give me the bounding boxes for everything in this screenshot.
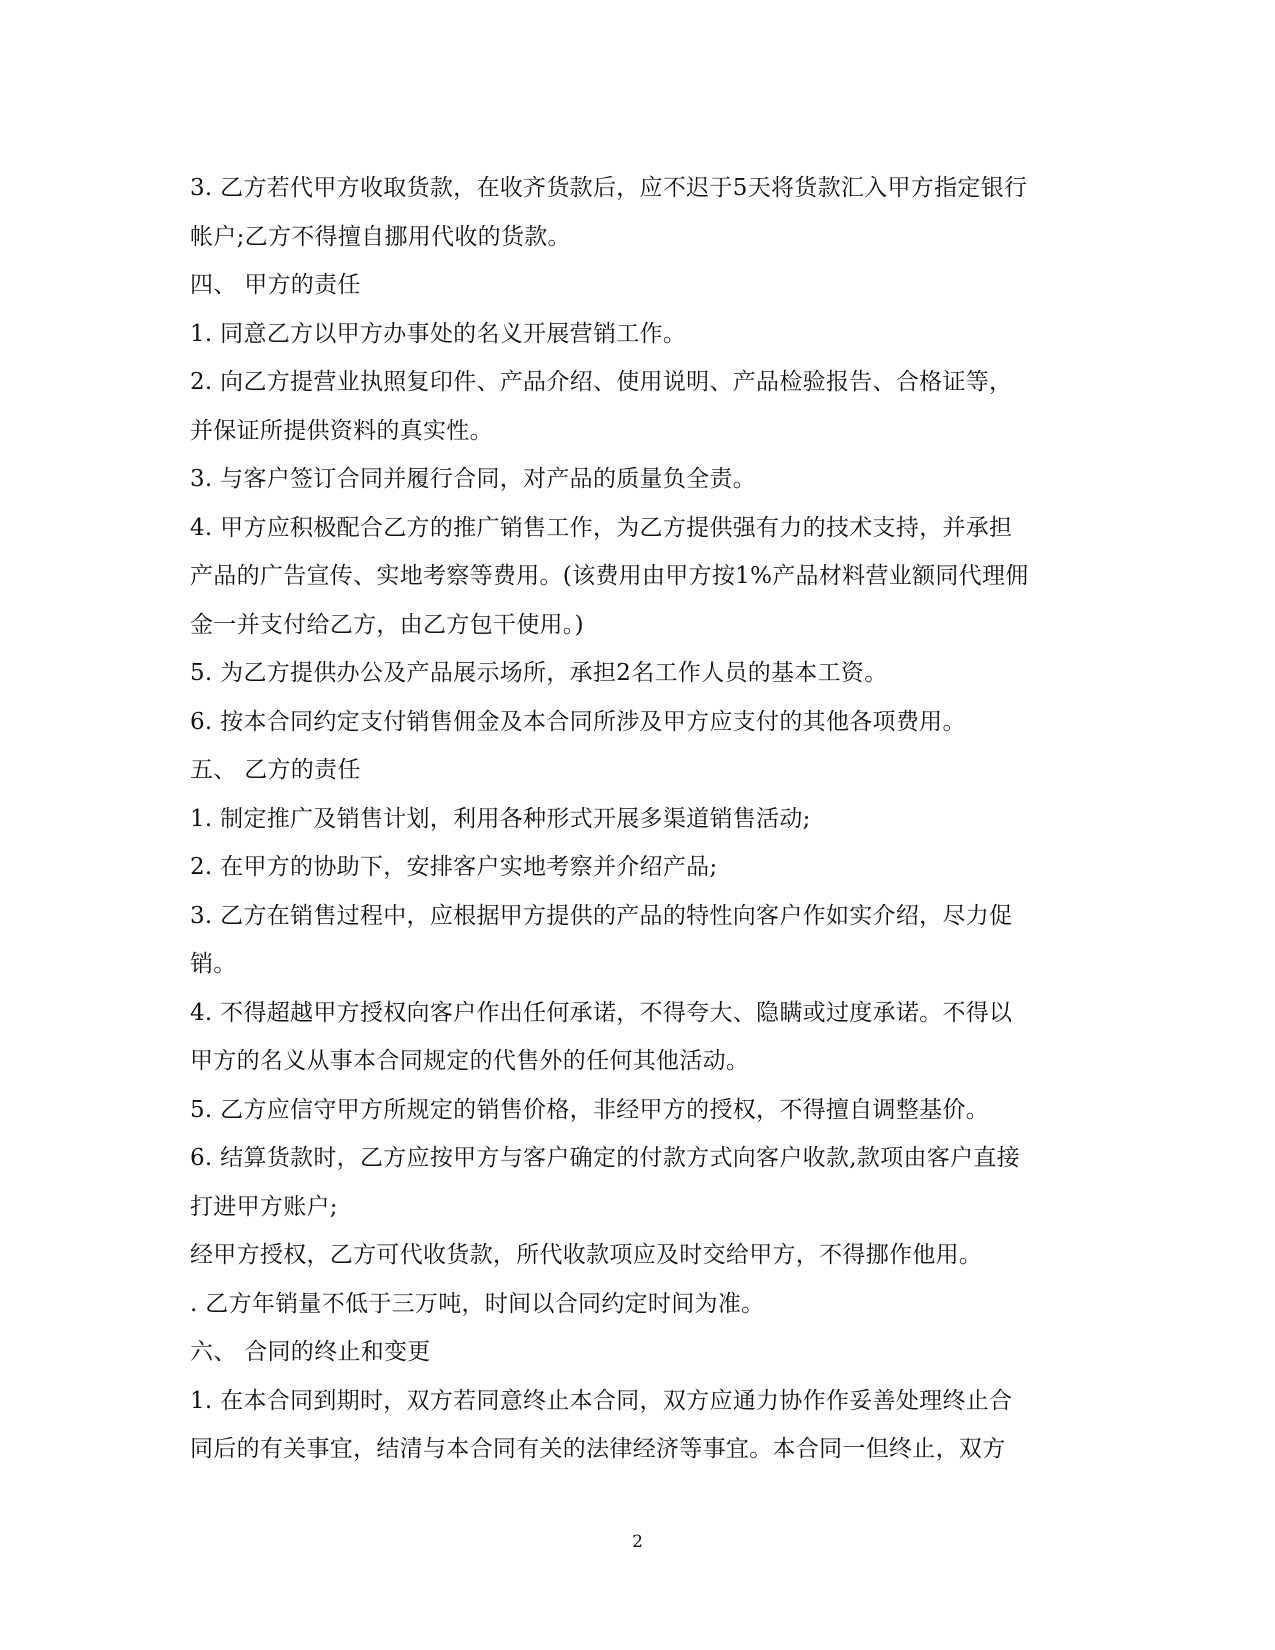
- document-body: [190, 164, 1090, 1474]
- text-line: . 乙方年销量不低于三万吨，时间以合同约定时间为准。: [190, 1290, 765, 1317]
- text-line: 1. 制定推广及销售计划，利用各种形式开展多渠道销售活动;: [190, 805, 811, 832]
- text-line: 3. 乙方若代甲方收取货款，在收齐货款后，应不迟于5天将货款汇入甲方指定银行: [190, 175, 1028, 201]
- text-line: 6. 结算货款时，乙方应按甲方与客户确定的付款方式向客户收款,款项由客户直接: [190, 1145, 1020, 1171]
- text-line: 3. 与客户签订合同并履行合同，对产品的质量负全责。: [190, 466, 757, 492]
- text-line: 6. 按本合同约定支付销售佣金及本合同所涉及甲方应支付的其他各项费用。: [190, 708, 966, 735]
- text-line: 3. 乙方在销售过程中，应根据甲方提供的产品的特性向客户作如实介绍，尽力促: [190, 902, 1013, 929]
- text-line: 并保证所提供资料的真实性。: [190, 417, 493, 444]
- text-line: 4. 不得超越甲方授权向客户作出任何承诺，不得夸大、隐瞒或过度承诺。不得以: [190, 999, 1013, 1026]
- text-line: 5. 乙方应信守甲方所规定的销售价格，非经甲方的授权，不得擅自调整基价。: [190, 1096, 990, 1123]
- text-line: 打进甲方账户;: [190, 1193, 338, 1220]
- section-heading: 四、 甲方的责任: [190, 272, 361, 298]
- text-line: 销。: [190, 951, 237, 977]
- text-line: 1. 在本合同到期时，双方若同意终止本合同，双方应通力协作作妥善处理终止合: [190, 1387, 1013, 1414]
- text-line: 2. 在甲方的协助下，安排客户实地考察并介绍产品;: [190, 854, 718, 880]
- text-line: 经甲方授权，乙方可代收货款，所代收款项应及时交给甲方，不得挪作他用。: [190, 1242, 983, 1268]
- text-line: 2. 向乙方提营业执照复印件、产品介绍、使用说明、产品检验报告、合格证等，: [190, 369, 1013, 395]
- text-line: 产品的广告宣传、实地考察等费用。(该费用由甲方按1%产品材料营业额同代理佣: [190, 563, 1029, 589]
- text-line: 甲方的名义从事本合同规定的代售外的任何其他活动。: [190, 1048, 750, 1074]
- text-line: 帐户;乙方不得擅自挪用代收的货款。: [190, 223, 571, 250]
- text-line: 金一并支付给乙方，由乙方包干使用。): [190, 611, 584, 638]
- text-line: 同后的有关事宜，结清与本合同有关的法律经济等事宜。本合同一但终止，双方: [190, 1436, 1006, 1462]
- text-line: 1. 同意乙方以甲方办事处的名义开展营销工作。: [190, 320, 687, 347]
- text-line: 4. 甲方应积极配合乙方的推广销售工作，为乙方提供强有力的技术支持，并承担: [190, 514, 1013, 541]
- text-line: 5. 为乙方提供办公及产品展示场所，承担2名工作人员的基本工资。: [190, 660, 888, 686]
- section-heading: 六、 合同的终止和变更: [190, 1339, 431, 1365]
- section-heading: 五、 乙方的责任: [190, 757, 361, 783]
- page-number: 2: [632, 1532, 643, 1552]
